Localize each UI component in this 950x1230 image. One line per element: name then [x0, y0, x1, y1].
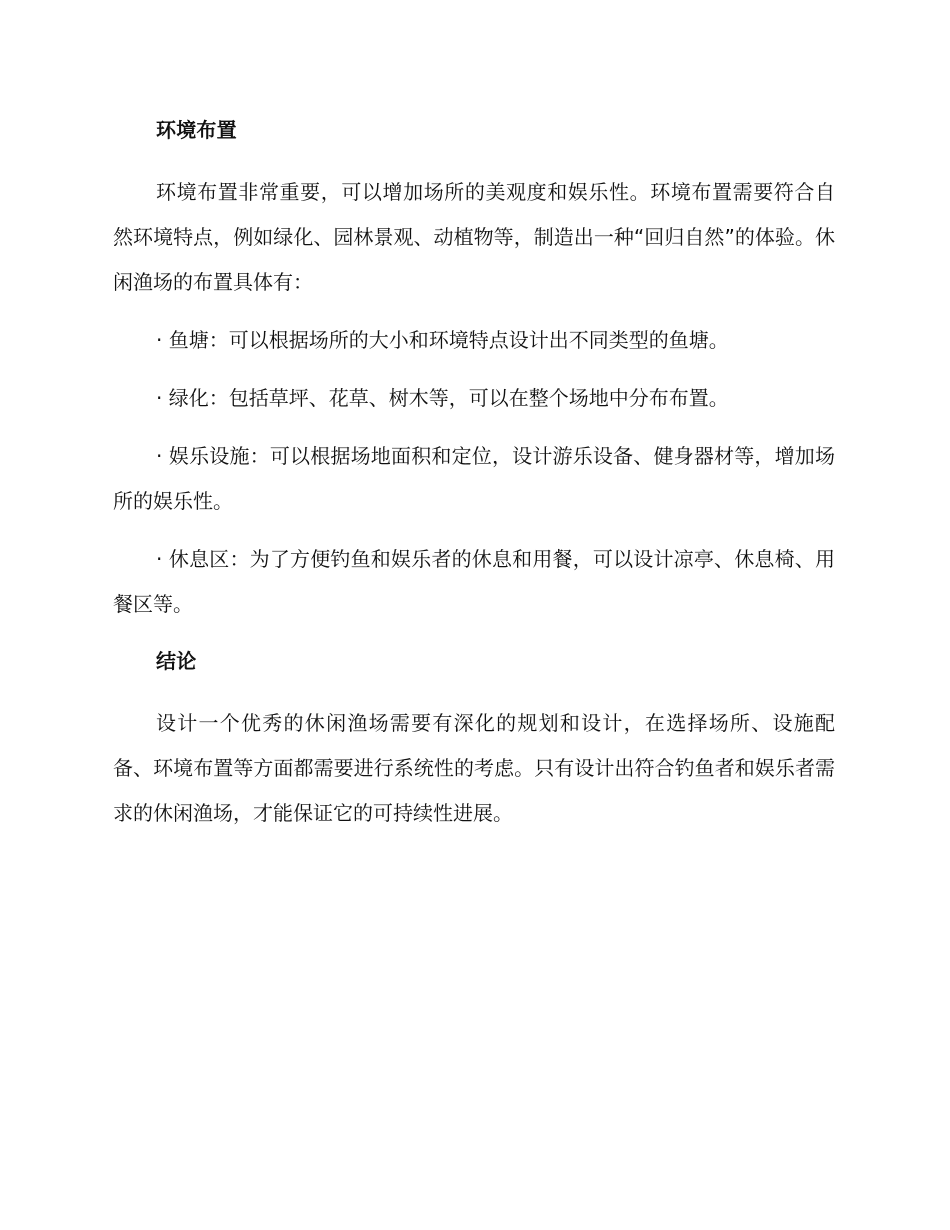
document-page: [113, 112, 835, 836]
paragraph-environment-intro: 环境布置非常重要，可以增加场所的美观度和娱乐性。环境布置需要符合自然环境特点，例如绿化、园林景观、动植物等，制造出一种“回归自然”的体验。休闲渔场的布置具体有：: [113, 180, 835, 294]
section-heading-conclusion: 结论: [156, 649, 197, 673]
paragraph-conclusion: 设计一个优秀的休闲渔场需要有深化的规划和设计，在选择场所、设施配备、环境布置等方面都需要进行系统性的考虑。只有设计出符合钓鱼者和娱乐者需求的休闲渔场，才能保证它的可持续性进展。: [113, 711, 835, 825]
section-heading-environment: 环境布置: [156, 118, 237, 142]
list-item-fish-pond: · 鱼塘：可以根据场所的大小和环境特点设计出不同类型的鱼塘。: [156, 328, 729, 352]
list-item-rest-area: · 休息区：为了方便钓鱼和娱乐者的休息和用餐，可以设计凉亭、休息椅、用餐区等。: [113, 547, 835, 616]
list-item-entertainment: · 娱乐设施：可以根据场地面积和定位，设计游乐设备、健身器材等，增加场所的娱乐性。: [113, 444, 835, 513]
list-item-greening: · 绿化：包括草坪、花草、树木等，可以在整个场地中分布布置。: [156, 386, 729, 410]
